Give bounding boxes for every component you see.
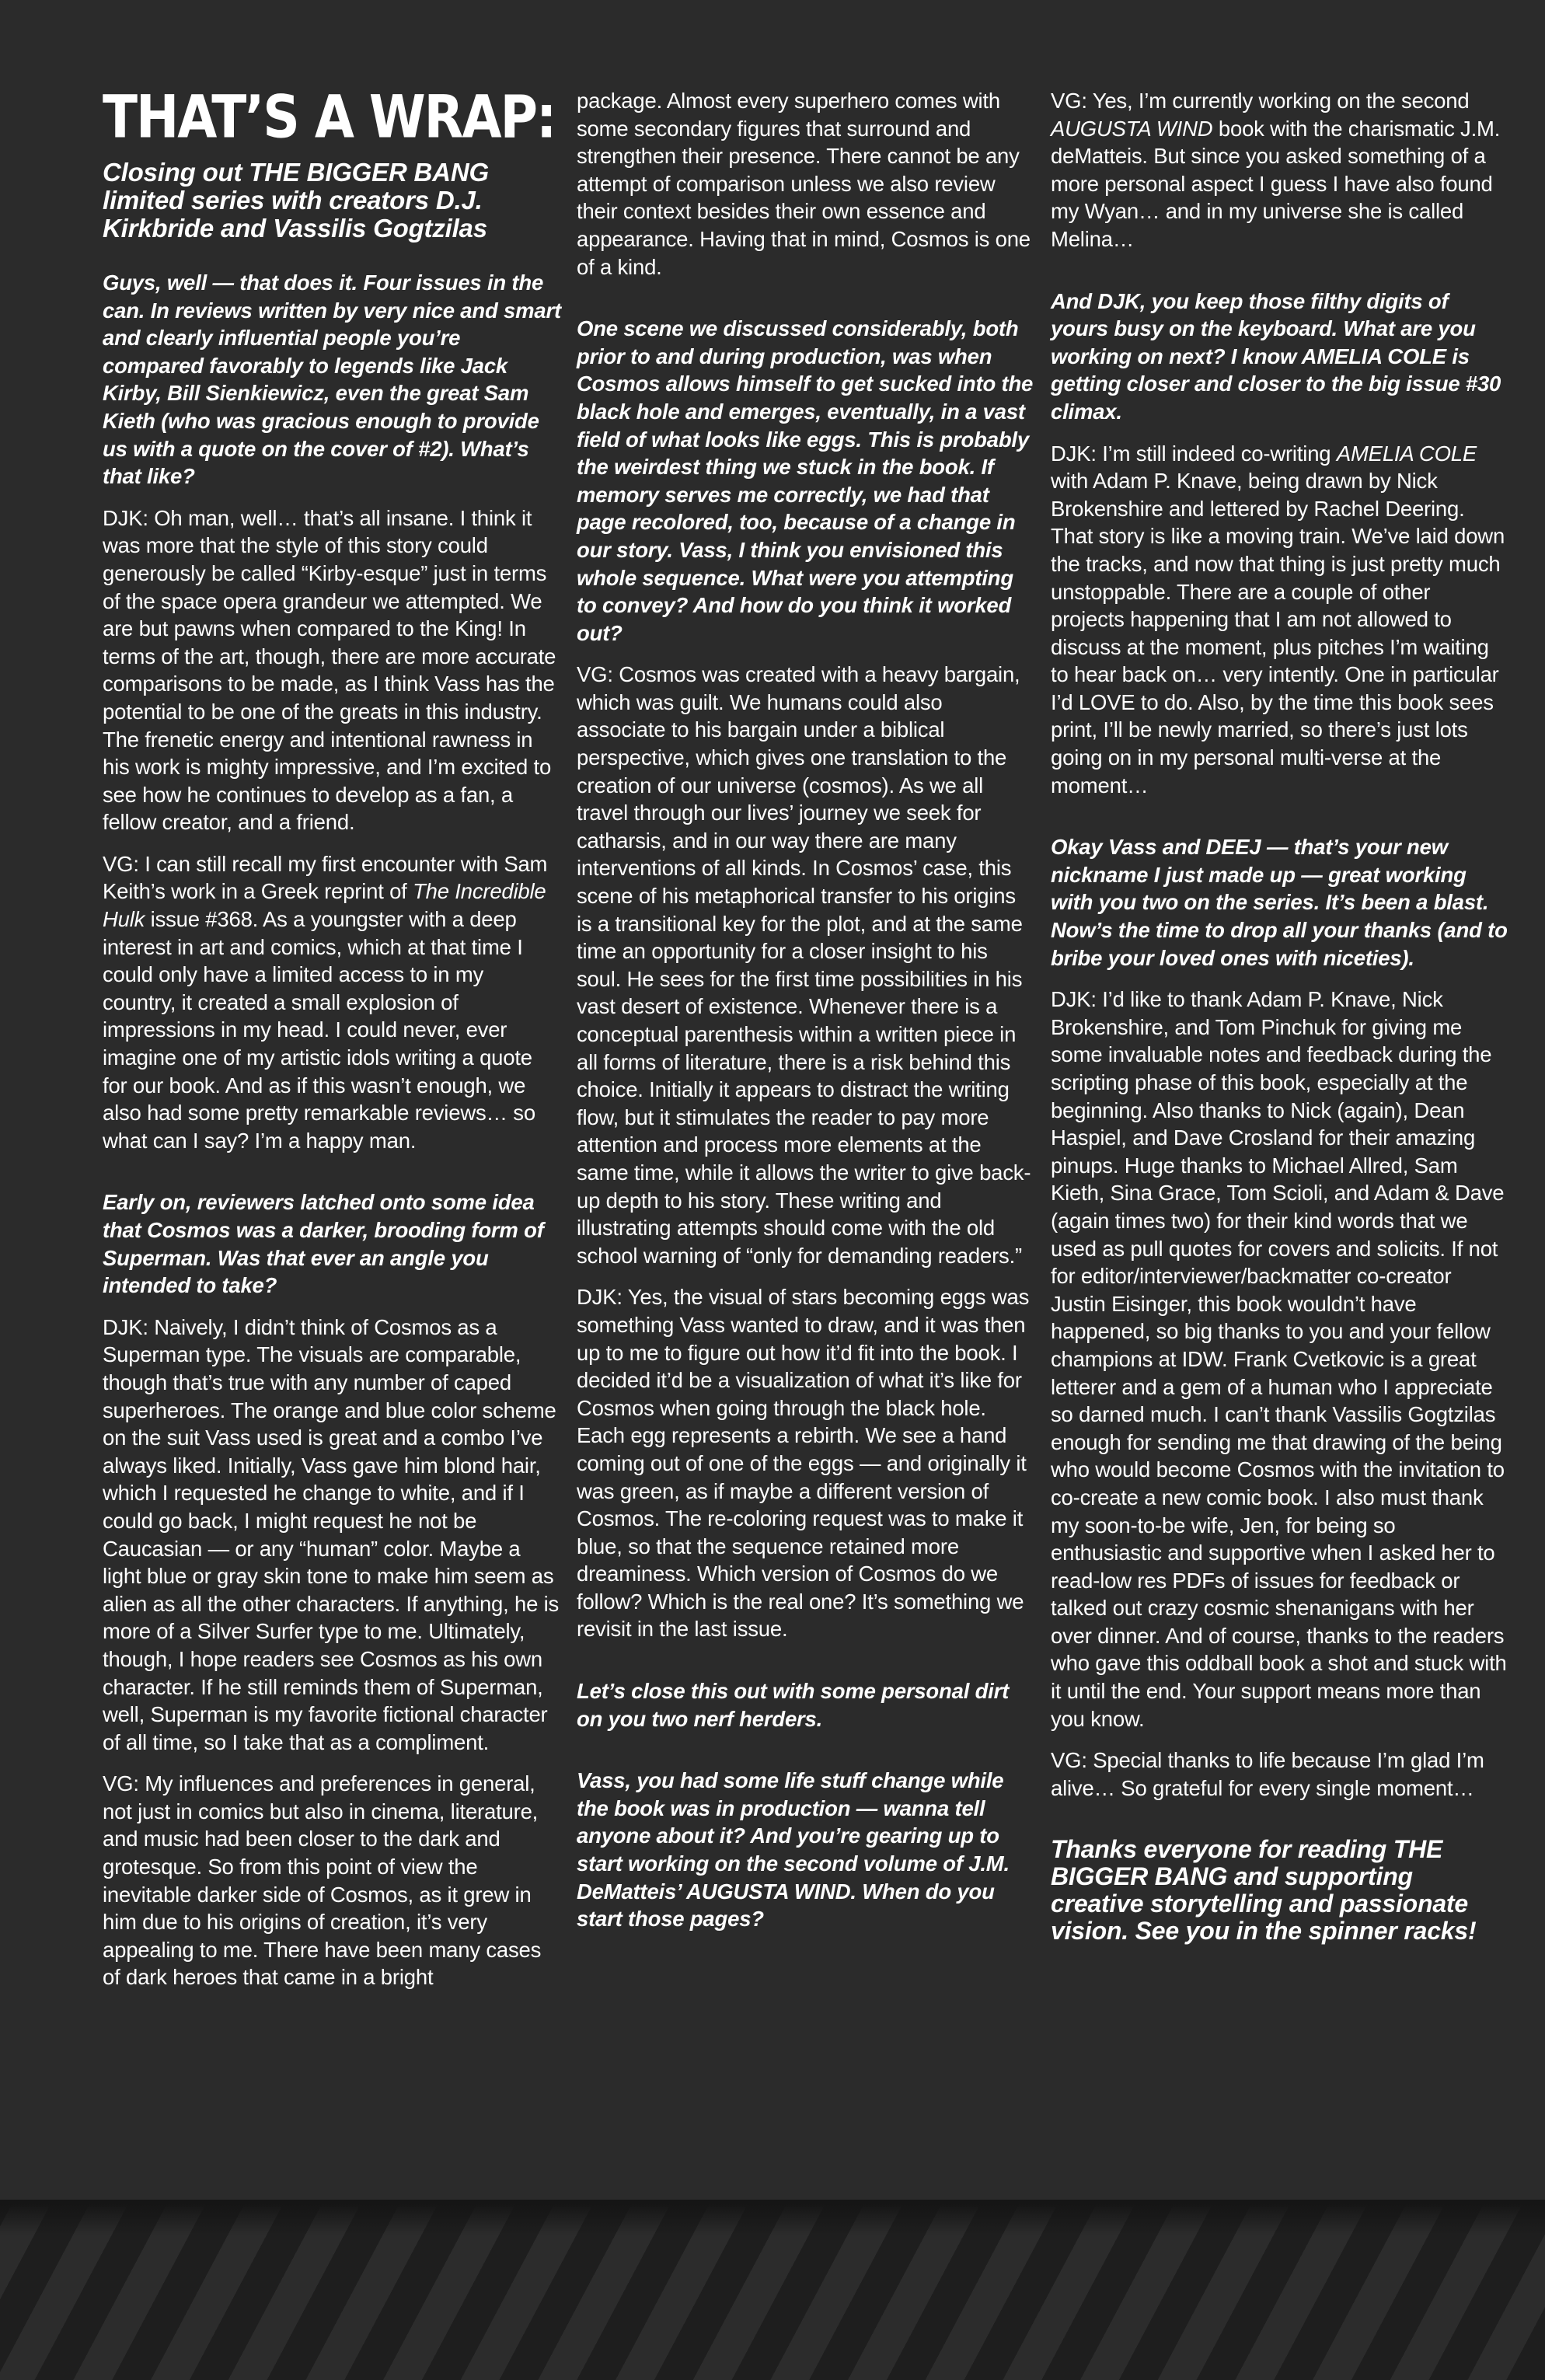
interview-question: Let’s close this out with some personal dirt on you two nerf herders.	[577, 1679, 1010, 1731]
interview-answer: DJK: Oh man, well… that’s all insane. I think it was more that the style of this story could generously be called “Kirby-esque” just in terms of the space opera grandeur we attempted. We are but pawns when compared to the King! In terms of the art, though, there are more accurate comparisons to be made, as I think Vass has the potential to be one of the greats in this industry. The frenetic energy and intentional rawness in his work is mighty impressive, and I’m excited to see how he continues to develop as a fan, a fellow creator, and a friend.	[103, 505, 556, 835]
interview-answer: DJK: Yes, the visual of stars becoming eggs was something Vass wanted to draw, and it was then up to me to figure out how it’d fit into the book. I decided it’d be a visualization of what it’s like for Cosmos when going through the black hole. Each egg represents a rebirth. We see a hand coming out of one of the eggs — and originally it was green, as if maybe a different version of Cosmos. The re-coloring request was to make it blue, so that the sequence retained more dreaminess. Which version of Cosmos do we follow? Which is the real one? It’s something we revisit in the last issue.	[577, 1285, 1030, 1642]
book-title: AUGUSTA WIND	[1051, 116, 1213, 141]
striped-footer-band	[0, 2200, 1545, 2380]
interview-answer: DJK: Naively, I didn’t think of Cosmos as a Superman type. The visuals are comparable, though that’s true with any number of caped superheroes. The orange and blue color scheme on the suit Vass used is great and a combo I’ve always liked. Initially, Vass gave him blond hair, which I requested he change to white, and if I could go back, I might request he not be Caucasian — or any “human” color. Maybe a light blue or gray skin tone to make him seem as alien as all the other characters. If anything, he is more of a Silver Surfer type to me. Ultimately, though, I hope readers see Cosmos as his own character. If he still reminds them of Superman, well, Superman is my favorite fictional character of all time, so I take that as a compliment.	[103, 1314, 560, 1754]
book-title: The Incredible Hulk	[103, 879, 546, 932]
interview-answer: VG: My influences and preferences in general, not just in comics but also in cinema, literature, and music had been closer to the dark and grotesque. So from this point of view the inevitable darker side of Cosmos, as it grew in him due to his origins of creation, it’s very appealing to me. There have been many cases of dark heroes that came in a bright	[103, 1771, 542, 1990]
interview-answer	[103, 850, 561, 1155]
interview-question: Vass, you had some life stuff change while the book was in production — wanna tell anyone about it? And you’re gearing up to start working on the second volume of J.M. DeMatteis’ AUGUSTA WIND. When do you start those pages?	[577, 1768, 1010, 1932]
interview-answer	[1051, 87, 1509, 253]
interview-question: Okay Vass and DEEJ — that’s your new nickname I just made up — great working with you two on the series. It’s been a blast. Now’s the time to drop all your thanks (and to bribe your loved ones with niceties).	[1051, 835, 1508, 970]
interview-answer: VG: Special thanks to life because I’m glad I’m alive… So grateful for every single moment…	[1051, 1748, 1484, 1800]
answer-text: issue #368. As a youngster with a deep interest in art and comics, which at that time I could only have a limited access to in my country, it created a small explosion of impressions in my head. I could never, ever imagine one of my artistic idols writing a quote for our book. And as if this wasn’t enough, we also had some pretty remarkable reviews… so what can I say? I’m a happy man.	[103, 907, 535, 1153]
column-3	[1051, 87, 1509, 1945]
article-title: THAT’S A WRAP:	[103, 82, 556, 152]
answer-text: with Adam P. Knave, being drawn by Nick Brokenshire and lettered by Rachel Deering. That story is like a moving train. We’ve laid down the tracks, and now that thing is just pretty much unstoppable. There are a couple of other projects happening that I am not allowed to discuss at the moment, plus pitches I’m waiting to hear back on… very intently. One in particular I’d LOVE to do. Also, by the time this book sees print, I’ll be newly married, so there’s just lots going on in my personal multi-verse at the moment…	[1051, 469, 1505, 797]
interview-question: One scene we discussed considerably, both prior to and during production, was when Cosmos allows himself to get sucked into the black hole and emerges, eventually, in a vast field of what looks like eggs. This is probably the weirdest thing we stuck in the book. If memory serves me correctly, we had that page recolored, too, because of a change in our story. Vass, I think you envisioned this whole sequence. What were you attempting to convey? And how do you think it worked out?	[577, 316, 1034, 645]
interview-answer: package. Almost every superhero comes with some secondary figures that surround and strengthen their presence. There cannot be any attempt of comparison unless we also review their context besides their own essence and appearance. Having that in mind, Cosmos is one of a kind.	[577, 89, 1031, 279]
answer-text: DJK: I’m still indeed co-writing	[1051, 441, 1337, 466]
column-2	[577, 87, 1035, 1947]
interview-answer: DJK: I’d like to thank Adam P. Knave, Nick Brokenshire, and Tom Pinchuk for giving me some invaluable notes and feedback during the scripting phase of this book, especially at the beginning. Also thanks to Nick (again), Dean Haspiel, and Dave Crosland for their amazing pinups. Huge thanks to Michael Allred, Sam Kieth, Sina Grace, Tom Scioli, and Adam & Dave (again times two) for their kind words that we used as pull quotes for covers and solicits. If not for editor/interviewer/backmatter co-creator Justin Eisinger, this book wouldn’t have happened, so big thanks to you and your fellow champions at IDW. Frank Cvetkovic is a great letterer and a gem of a human who I appreciate so darned much. I can’t thank Vassilis Gogtzilas enough for sending me that drawing of the being who would become Cosmos with the invitation to co-create a new comic book. I also must thank my soon-to-be wife, Jen, for being so enthusiastic and supportive when I asked her to read-low res PDFs of issues for feedback or talked out crazy cosmic shenanigans with her over dinner. And of course, thanks to the readers who gave this oddball book a shot and stuck with it until the end. Your support means more than you know.	[1051, 987, 1507, 1731]
closing-message: Thanks everyone for reading THE BIGGER BANG and supporting creative storytelling and passionate vision. See you in the spinner racks!	[1051, 1835, 1477, 1946]
interview-answer	[1051, 440, 1509, 800]
column-1	[103, 82, 561, 2005]
answer-text: VG: Yes, I’m currently working on the second	[1051, 89, 1470, 113]
book-title: AMELIA COLE	[1336, 441, 1477, 466]
interview-question: Guys, well — that does it. Four issues in the can. In reviews written by very nice and smart and clearly influential people you’re compared favorably to legends like Jack Kirby, Bill Sienkiewicz, even the great Sam Kieth (who was gracious enough to provide us with a quote on the cover of #2). What’s that like?	[103, 270, 561, 489]
interview-question: Early on, reviewers latched onto some idea that Cosmos was a darker, brooding form of Superman. Was that ever an angle you intended to take?	[103, 1190, 544, 1298]
article-subtitle: Closing out THE BIGGER BANG limited series with creators D.J. Kirkbride and Vassilis Gogtzilas	[103, 158, 489, 243]
answer-text: book with the charismatic J.M. deMatteis. But since you asked something of a more personal aspect I guess I have also found my Wyan… and in my universe she is called Melina…	[1051, 116, 1501, 251]
answer-text: VG: I can still recall my first encounter with Sam Keith’s work in a Greek reprint of	[103, 851, 548, 904]
interview-question: And DJK, you keep those filthy digits of yours busy on the keyboard. What are you working on next? I know AMELIA COLE is getting closer and closer to the big issue #30 climax.	[1051, 288, 1501, 424]
interview-answer: VG: Cosmos was created with a heavy bargain, which was guilt. We humans could also associate to his bargain under a biblical perspective, which gives one translation to the creation of our universe (cosmos). As we all travel through our lives’ journey we seek for catharsis, and in our way there are many interventions of all kinds. In Cosmos’ case, this scene of his metaphorical transfer to his origins is a transitional key for the plot, and at the same time an opportunity for a closer insight to his soul. He sees for the first time possibilities in his vast desert of existence. Whenever there is a conceptual parenthesis within a written piece in all forms of literature, there is a risk behind this choice. Initially it appears to distract the writing flow, but it stimulates the reader to pay more attention and process more elements at the same time, while it allows the writer to give back-up depth to his story. These writing and illustrating attempts should come with the old school warning of “only for demanding readers.”	[577, 662, 1031, 1268]
